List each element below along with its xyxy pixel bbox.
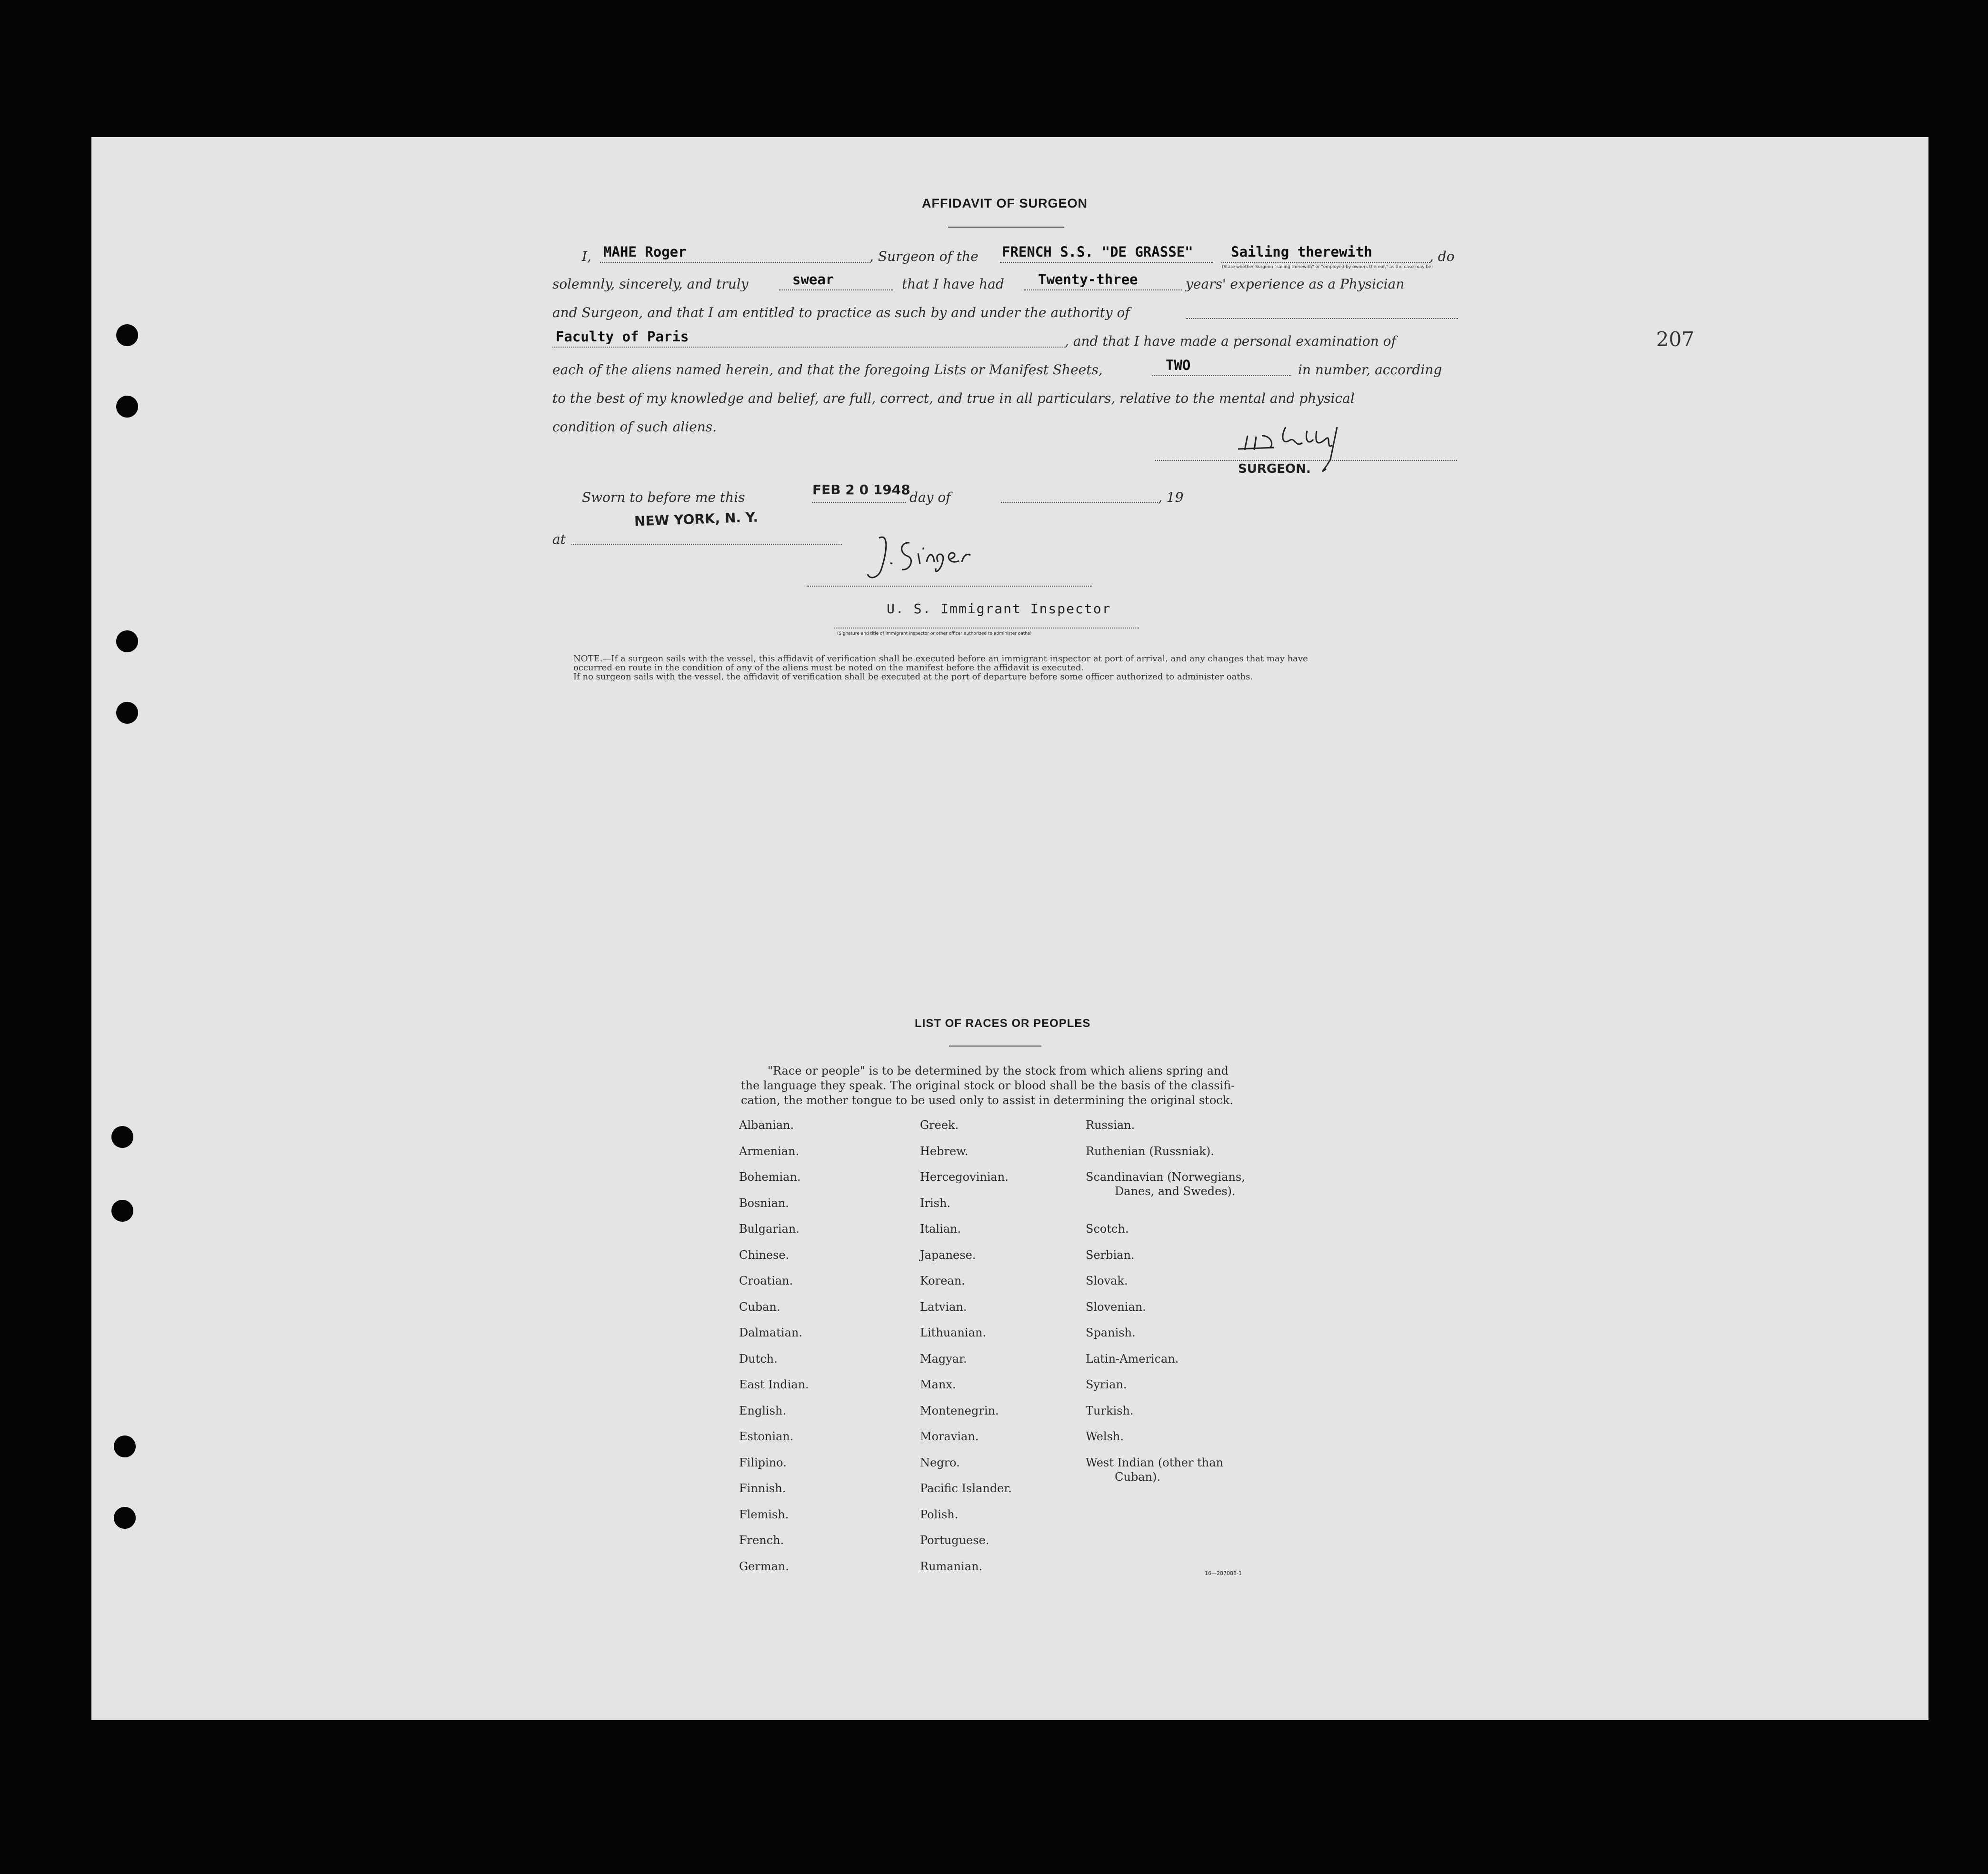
race-item: Estonian. bbox=[739, 1430, 794, 1443]
text-exam: , and that I have made a personal examination of bbox=[1065, 333, 1396, 349]
sailing-note: (State whether Surgeon "sailing therewith" or "employed by owners thereof," as the case may be) bbox=[1222, 265, 1433, 269]
race-item: Cuban. bbox=[739, 1300, 780, 1314]
race-item: Korean. bbox=[920, 1274, 965, 1287]
race-item: English. bbox=[739, 1404, 787, 1417]
text-line-5b: in number, according bbox=[1298, 362, 1442, 378]
form-code: 16—287088-1 bbox=[1205, 1570, 1242, 1576]
race-item: Filipino. bbox=[739, 1455, 787, 1469]
text-have-had: that I have had bbox=[902, 276, 1004, 292]
race-item: Hercegovinian. bbox=[920, 1170, 1009, 1184]
race-item: Latvian. bbox=[920, 1300, 967, 1314]
race-item: Negro. bbox=[920, 1455, 960, 1469]
years-experience: Twenty-three bbox=[1038, 271, 1138, 288]
race-item: Magyar. bbox=[920, 1352, 967, 1366]
affidavit-title: AFFIDAVIT OF SURGEON bbox=[922, 196, 1088, 210]
text-i: I, bbox=[582, 249, 591, 264]
race-item: Hebrew. bbox=[920, 1144, 969, 1158]
race-item: Pacific Islander. bbox=[920, 1482, 1012, 1495]
race-item: Welsh. bbox=[1086, 1430, 1124, 1443]
binder-hole bbox=[116, 324, 138, 346]
text-line-5a: each of the aliens named herein, and that the foregoing Lists or Manifest Sheets, bbox=[552, 362, 1103, 378]
inspector-caption: (Signature and title of immigrant inspector or other officer authorized to administer oaths) bbox=[837, 631, 1032, 636]
note-line-1: NOTE.—If a surgeon sails with the vessel, this affidavit of verification shall be executed before an immigrant inspector at port of arrival, and any changes that may have bbox=[573, 654, 1308, 664]
vessel-line bbox=[1000, 262, 1213, 263]
inspector-signature-line bbox=[807, 586, 1092, 587]
race-item: Moravian. bbox=[920, 1430, 979, 1443]
race-item: Bulgarian. bbox=[739, 1222, 799, 1236]
binder-hole bbox=[116, 702, 138, 724]
binder-hole bbox=[116, 630, 138, 652]
inspector-signature bbox=[862, 528, 1009, 586]
sheets-line bbox=[1152, 375, 1291, 376]
surgeon-label: SURGEON. bbox=[1238, 462, 1311, 476]
race-item: Japanese. bbox=[920, 1248, 976, 1262]
race-item: Bohemian. bbox=[739, 1170, 801, 1184]
race-item: Spanish. bbox=[1086, 1326, 1136, 1339]
text-at: at bbox=[552, 531, 566, 547]
race-item: Ruthenian (Russniak). bbox=[1086, 1144, 1214, 1158]
oath-type: swear bbox=[792, 271, 834, 288]
surgeon-signature-line bbox=[1155, 460, 1457, 461]
text-line-3: and Surgeon, and that I am entitled to practice as such by and under the authority of bbox=[552, 305, 1130, 320]
sailing-status-line bbox=[1221, 262, 1430, 263]
race-item: Rumanian. bbox=[920, 1559, 983, 1573]
text-day-of: day of bbox=[909, 489, 951, 505]
place-stamp: NEW YORK, N. Y. bbox=[634, 509, 759, 529]
binder-hole bbox=[111, 1200, 133, 1222]
binder-hole bbox=[114, 1435, 136, 1457]
race-item: Italian. bbox=[920, 1222, 961, 1236]
race-item: Polish. bbox=[920, 1507, 959, 1521]
text-sworn: Sworn to before me this bbox=[582, 489, 745, 505]
race-item: Irish. bbox=[920, 1196, 951, 1210]
race-item: Finnish. bbox=[739, 1482, 786, 1495]
race-item: Scotch. bbox=[1086, 1222, 1129, 1236]
sheets-count: TWO bbox=[1166, 357, 1191, 373]
vessel-name: FRENCH S.S. "DE GRASSE" bbox=[1002, 244, 1193, 260]
month-line bbox=[1001, 502, 1158, 503]
authority-line-upper bbox=[1186, 318, 1458, 319]
text-surgeon-of: , Surgeon of the bbox=[869, 249, 979, 264]
race-item: Albanian. bbox=[739, 1118, 794, 1132]
race-item: Portuguese. bbox=[920, 1534, 989, 1547]
binder-hole bbox=[114, 1507, 136, 1529]
oath-line bbox=[779, 289, 893, 290]
race-item: Scandinavian (Norwegians, Danes, and Swedes). bbox=[1086, 1170, 1245, 1198]
text-do: , do bbox=[1429, 249, 1455, 264]
race-item: German. bbox=[739, 1559, 789, 1573]
sailing-status: Sailing therewith bbox=[1231, 244, 1372, 260]
surgeon-name: MAHE Roger bbox=[603, 244, 687, 260]
page-number: 207 bbox=[1656, 328, 1695, 351]
race-item: Manx. bbox=[920, 1378, 956, 1391]
binder-hole bbox=[111, 1126, 133, 1148]
race-item: Turkish. bbox=[1086, 1404, 1134, 1417]
race-item: West Indian (other than Cuban). bbox=[1086, 1455, 1223, 1484]
race-item: Russian. bbox=[1086, 1118, 1135, 1132]
race-item: Chinese. bbox=[739, 1248, 789, 1262]
races-title-underline bbox=[949, 1046, 1041, 1047]
race-item: Croatian. bbox=[739, 1274, 793, 1287]
licensing-authority: Faculty of Paris bbox=[556, 329, 689, 345]
binder-hole bbox=[116, 396, 138, 418]
authority-line bbox=[552, 347, 1065, 348]
text-year: , 19 bbox=[1158, 489, 1184, 505]
races-intro-line-3: cation, the mother tongue to be used only to assist in determining the original stock. bbox=[741, 1094, 1233, 1107]
title-underline bbox=[948, 227, 1064, 228]
race-item: French. bbox=[739, 1534, 784, 1547]
race-item: Bosnian. bbox=[739, 1196, 789, 1210]
race-item: Slovenian. bbox=[1086, 1300, 1146, 1314]
races-intro-line-1: "Race or people" is to be determined by the stock from which aliens spring and bbox=[768, 1064, 1229, 1077]
races-intro-line-2: the language they speak. The original stock or blood shall be the basis of the classifi- bbox=[741, 1079, 1235, 1092]
race-item: Dutch. bbox=[739, 1352, 778, 1366]
race-item: Montenegrin. bbox=[920, 1404, 999, 1417]
sworn-date: FEB 2 0 1948 bbox=[812, 482, 910, 498]
note-line-2: occurred en route in the condition of any of the aliens must be noted on the manifest before the affidavit is executed. bbox=[573, 663, 1084, 673]
years-line bbox=[1024, 289, 1182, 290]
race-item: Flemish. bbox=[739, 1507, 789, 1521]
race-item: Serbian. bbox=[1086, 1248, 1135, 1262]
race-item: Armenian. bbox=[739, 1144, 799, 1158]
race-item: Greek. bbox=[920, 1118, 959, 1132]
race-item: Lithuanian. bbox=[920, 1326, 987, 1339]
race-item: Dalmatian. bbox=[739, 1326, 803, 1339]
race-item: Syrian. bbox=[1086, 1378, 1127, 1391]
race-item: Latin-American. bbox=[1086, 1352, 1179, 1366]
race-item: East Indian. bbox=[739, 1378, 809, 1391]
place-line bbox=[571, 544, 842, 545]
note-line-3: If no surgeon sails with the vessel, the affidavit of verification shall be executed at the port of departure before some officer authorized to administer oaths. bbox=[573, 672, 1253, 682]
races-title: LIST OF RACES OR PEOPLES bbox=[915, 1017, 1091, 1030]
text-line-7: condition of such aliens. bbox=[552, 419, 717, 435]
sworn-date-line bbox=[812, 502, 906, 503]
inspector-title: U. S. Immigrant Inspector bbox=[887, 601, 1111, 617]
text-line-6: to the best of my knowledge and belief, are full, correct, and true in all particulars, relative to the mental and physical bbox=[552, 390, 1355, 406]
text-solemnly: solemnly, sincerely, and truly bbox=[552, 276, 749, 292]
text-years-exp: years' experience as a Physician bbox=[1186, 276, 1405, 292]
race-item: Slovak. bbox=[1086, 1274, 1128, 1287]
surgeon-name-line bbox=[600, 262, 869, 263]
